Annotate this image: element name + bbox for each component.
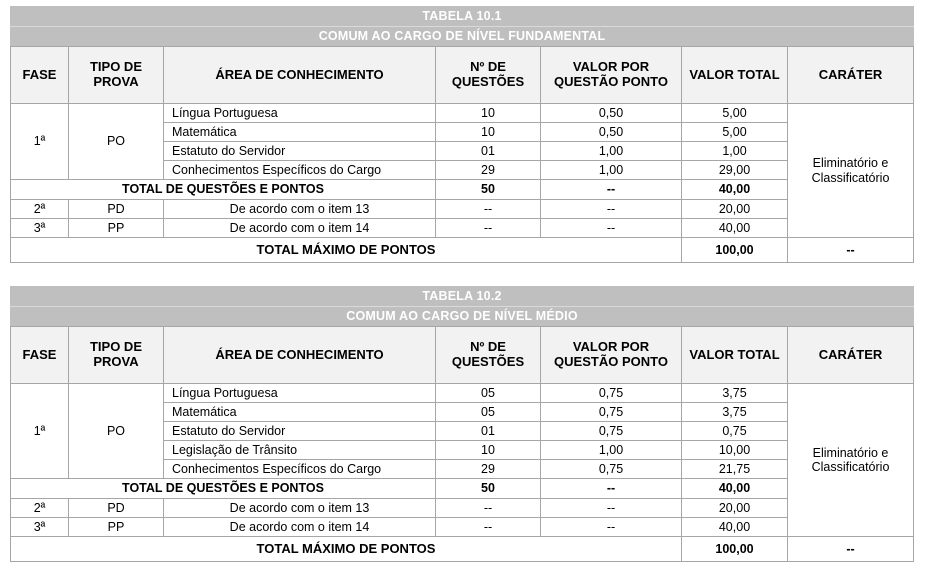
grand-total-row — [11, 537, 914, 562]
subtotal-valor-total: 40,00 — [682, 479, 788, 499]
area-value: Conhecimentos Específicos do Cargo — [164, 161, 436, 180]
valor-questao-value: 1,00 — [541, 441, 682, 460]
area-value: De acordo com o item 13 — [164, 499, 436, 518]
valor-total-value: 3,75 — [682, 384, 788, 403]
table-title-row — [11, 7, 914, 27]
grand-total-row — [11, 238, 914, 263]
table-title-row — [11, 287, 914, 307]
tipo-prova-value: PD — [69, 499, 164, 518]
area-value: De acordo com o item 14 — [164, 219, 436, 238]
carater-value: Eliminatório e Classificatório — [788, 104, 914, 238]
table-subtitle-row — [11, 307, 914, 327]
column-header-tipo-prova: TIPO DE PROVA — [69, 327, 164, 384]
area-value: Língua Portuguesa — [164, 104, 436, 123]
table-row — [11, 200, 914, 219]
tipo-prova-value: PO — [69, 104, 164, 180]
table-subtitle: COMUM AO CARGO DE NÍVEL FUNDAMENTAL — [11, 27, 914, 47]
exam-table-10-1 — [10, 6, 914, 263]
area-value: Matemática — [164, 403, 436, 422]
valor-total-value: 3,75 — [682, 403, 788, 422]
questoes-value: 29 — [436, 460, 541, 479]
questoes-value: -- — [436, 518, 541, 537]
table-row — [11, 219, 914, 238]
area-value: Língua Portuguesa — [164, 384, 436, 403]
valor-questao-value: 0,75 — [541, 422, 682, 441]
column-header-num-questoes: Nº DE QUESTÕES — [436, 47, 541, 104]
table-subtitle: COMUM AO CARGO DE NÍVEL MÉDIO — [11, 307, 914, 327]
grand-total-valor: 100,00 — [682, 238, 788, 263]
column-header-row — [11, 327, 914, 384]
column-header-valor-total: VALOR TOTAL — [682, 47, 788, 104]
valor-total-value: 20,00 — [682, 499, 788, 518]
valor-total-value: 29,00 — [682, 161, 788, 180]
column-header-tipo-prova: TIPO DE PROVA — [69, 47, 164, 104]
grand-total-carater: -- — [788, 238, 914, 263]
subtotal-label: TOTAL DE QUESTÕES E PONTOS — [11, 180, 436, 200]
column-header-area: ÁREA DE CONHECIMENTO — [164, 47, 436, 104]
questoes-value: 01 — [436, 422, 541, 441]
grand-total-label: TOTAL MÁXIMO DE PONTOS — [11, 537, 682, 562]
grand-total-valor: 100,00 — [682, 537, 788, 562]
subtotal-valor-questao: -- — [541, 180, 682, 200]
table-row — [11, 518, 914, 537]
column-header-valor-total: VALOR TOTAL — [682, 327, 788, 384]
column-header-row — [11, 47, 914, 104]
column-header-valor-questao: VALOR POR QUESTÃO PONTO — [541, 327, 682, 384]
subtotal-valor-total: 40,00 — [682, 180, 788, 200]
grand-total-carater: -- — [788, 537, 914, 562]
subtotal-row — [11, 479, 914, 499]
valor-questao-value: -- — [541, 200, 682, 219]
fase-value: 2ª — [11, 200, 69, 219]
questoes-value: -- — [436, 219, 541, 238]
area-value: De acordo com o item 13 — [164, 200, 436, 219]
tipo-prova-value: PD — [69, 200, 164, 219]
valor-questao-value: 1,00 — [541, 161, 682, 180]
subtotal-questoes: 50 — [436, 180, 541, 200]
area-value: De acordo com o item 14 — [164, 518, 436, 537]
valor-questao-value: 0,75 — [541, 384, 682, 403]
carater-value: Eliminatório e Classificatório — [788, 384, 914, 537]
valor-total-value: 20,00 — [682, 200, 788, 219]
valor-questao-value: -- — [541, 518, 682, 537]
column-header-carater: CARÁTER — [788, 47, 914, 104]
area-value: Matemática — [164, 123, 436, 142]
table-title: TABELA 10.1 — [11, 7, 914, 27]
questoes-value: 01 — [436, 142, 541, 161]
subtotal-questoes: 50 — [436, 479, 541, 499]
subtotal-valor-questao: -- — [541, 479, 682, 499]
table-title: TABELA 10.2 — [11, 287, 914, 307]
tipo-prova-value: PP — [69, 219, 164, 238]
valor-questao-value: -- — [541, 219, 682, 238]
table-row — [11, 104, 914, 123]
valor-total-value: 5,00 — [682, 104, 788, 123]
valor-total-value: 40,00 — [682, 219, 788, 238]
valor-total-value: 21,75 — [682, 460, 788, 479]
valor-questao-value: -- — [541, 499, 682, 518]
valor-questao-value: 0,75 — [541, 403, 682, 422]
area-value: Estatuto do Servidor — [164, 422, 436, 441]
column-header-fase: FASE — [11, 327, 69, 384]
valor-total-value: 5,00 — [682, 123, 788, 142]
questoes-value: 10 — [436, 123, 541, 142]
questoes-value: -- — [436, 200, 541, 219]
fase-value: 3ª — [11, 518, 69, 537]
valor-total-value: 0,75 — [682, 422, 788, 441]
table-row — [11, 384, 914, 403]
column-header-area: ÁREA DE CONHECIMENTO — [164, 327, 436, 384]
fase-value: 1ª — [11, 104, 69, 180]
questoes-value: 29 — [436, 161, 541, 180]
questoes-value: 05 — [436, 384, 541, 403]
tipo-prova-value: PO — [69, 384, 164, 479]
exam-table-10-2 — [10, 286, 914, 562]
questoes-value: 10 — [436, 441, 541, 460]
valor-total-value: 10,00 — [682, 441, 788, 460]
valor-questao-value: 0,75 — [541, 460, 682, 479]
area-value: Conhecimentos Específicos do Cargo — [164, 460, 436, 479]
column-header-num-questoes: Nº DE QUESTÕES — [436, 327, 541, 384]
area-value: Legislação de Trânsito — [164, 441, 436, 460]
table-subtitle-row — [11, 27, 914, 47]
valor-questao-value: 0,50 — [541, 104, 682, 123]
valor-total-value: 1,00 — [682, 142, 788, 161]
column-header-fase: FASE — [11, 47, 69, 104]
subtotal-row — [11, 180, 914, 200]
fase-value: 1ª — [11, 384, 69, 479]
questoes-value: 05 — [436, 403, 541, 422]
questoes-value: -- — [436, 499, 541, 518]
column-header-carater: CARÁTER — [788, 327, 914, 384]
valor-total-value: 40,00 — [682, 518, 788, 537]
table-row — [11, 499, 914, 518]
subtotal-label: TOTAL DE QUESTÕES E PONTOS — [11, 479, 436, 499]
fase-value: 2ª — [11, 499, 69, 518]
grand-total-label: TOTAL MÁXIMO DE PONTOS — [11, 238, 682, 263]
valor-questao-value: 1,00 — [541, 142, 682, 161]
area-value: Estatuto do Servidor — [164, 142, 436, 161]
questoes-value: 10 — [436, 104, 541, 123]
column-header-valor-questao: VALOR POR QUESTÃO PONTO — [541, 47, 682, 104]
valor-questao-value: 0,50 — [541, 123, 682, 142]
fase-value: 3ª — [11, 219, 69, 238]
tipo-prova-value: PP — [69, 518, 164, 537]
